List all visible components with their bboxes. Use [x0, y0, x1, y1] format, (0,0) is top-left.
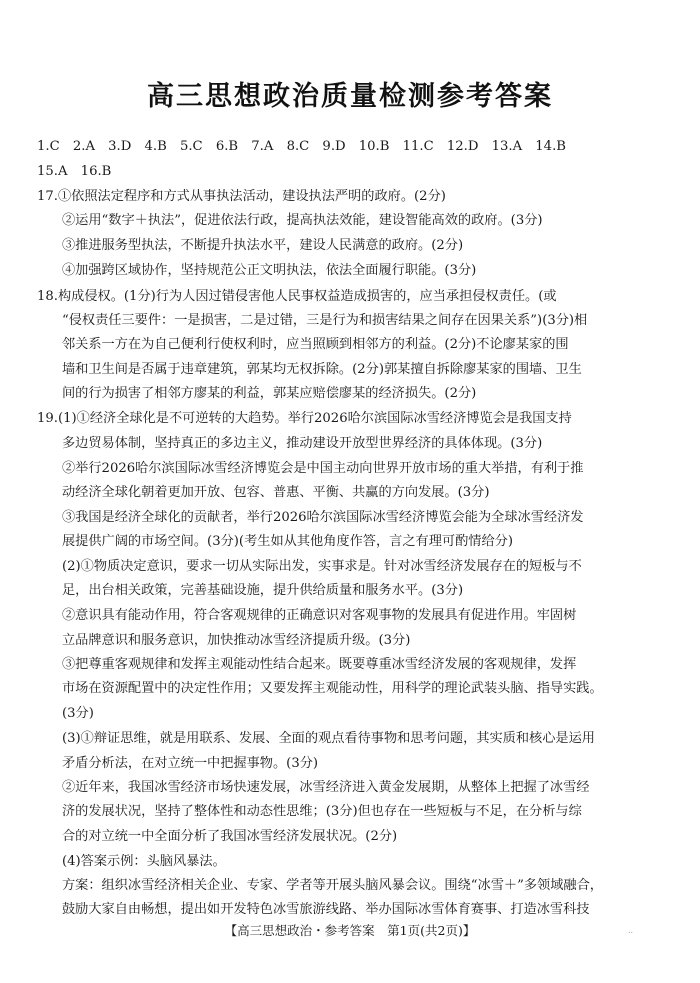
answer-line: (2)①物质决定意识，要求一切从实际出发，实事求是。针对冰雪经济发展存在的短板与不 [62, 559, 582, 574]
answer-line: 18.构成侵权。(1分)行为人因过错侵害他人民事权益造成损害的，应当承担侵权责任。(或 [37, 289, 557, 304]
answer-line: 立品牌意识和服务意识，加快推动冰雪经济提质升级。(3分) [62, 633, 411, 648]
answer-line: ③我国是经济全球化的贡献者，举行2026哈尔滨国际冰雪经济博览会能为全球冰雪经济发 [62, 510, 584, 525]
answer-line: 邻关系一方在为自己便利行使权利时，应当照顾到相邻方的利益。(2分)不论廖某家的围 [62, 337, 569, 352]
page-footer: 【高三思想政治・参考答案 第1页(共2页)】 [224, 923, 476, 938]
answer-line: ②运用“数字＋执法”，促进依法行政，提高执法效能，建设智能高效的政府。(3分) [62, 213, 543, 228]
corner-mark: .. [628, 926, 634, 935]
answer-line: 济的发展状况，坚持了整体性和动态性思维；(3分)但也存在一些短板与不足，在分析与综 [62, 804, 582, 819]
answer-line: 市场在资源配置中的决定性作用；又要发挥主观能动性，用科学的理论武装头脑、指导实践。 [62, 681, 603, 696]
answer-line: 鼓励大家自由畅想，提出如开发特色冰雪旅游线路、举办国际冰雪体育赛事、打造冰雪科技 [62, 902, 590, 917]
answer-line: 矛盾分析法，在对立统一中把握事物。(3分) [62, 756, 319, 771]
answer-line: (4)答案示例：头脑风暴法。 [62, 854, 226, 869]
answer-line: 墙和卫生间是否属于违章建筑，郭某均无权拆除。(2分)郭某擅自拆除廖某家的围墙、卫生 [62, 362, 582, 377]
answer-line: ②近年来，我国冰雪经济市场快速发展，冰雪经济进入黄金发展期，从整体上把握了冰雪经 [62, 780, 590, 795]
answer-line: 合的对立统一中全面分析了我国冰雪经济发展状况。(2分) [62, 829, 398, 844]
answer-line: 1.C 2.A 3.D 4.B 5.C 6.B 7.A 8.C 9.D 10.B 11.C 12.D 13.A 14.B [37, 139, 566, 154]
answer-line: 多边贸易体制，坚持真正的多边主义，推动建设开放型世界经济的具体体现。(3分) [62, 436, 543, 451]
answer-line: 动经济全球化朝着更加开放、包容、普惠、平衡、共赢的方向发展。(3分) [62, 485, 490, 500]
answer-line: (3)①辩证思维，就是用联系、发展、全面的观点看待事物和思考问题，其实质和核心是运用 [62, 731, 595, 746]
answer-line: ③把尊重客观规律和发挥主观能动性结合起来。既要尊重冰雪经济发展的客观规律，发挥 [62, 657, 577, 672]
document-title: 高三思想政治质量检测参考答案 [147, 81, 553, 112]
answer-line: 足，出台相关政策，完善基础设施，提升供给质量和服务水平。(3分) [62, 583, 464, 598]
answer-line: ④加强跨区域协作，坚持规范公正文明执法，依法全面履行职能。(3分) [62, 263, 477, 278]
answer-line: 展提供广阔的市场空间。(3分)(考生如从其他角度作答，言之有理可酌情给分) [62, 534, 513, 549]
answer-line: 方案：组织冰雪经济相关企业、专家、学者等开展头脑风暴会议。围绕“冰雪＋”多领域融合， [62, 878, 603, 893]
answer-line: “侵权责任三要件：一是损害，二是过错，三是行为和损害结果之间存在因果关系”)(3分)相 [62, 313, 588, 328]
answer-line: 17.①依照法定程序和方式从事执法活动，建设执法严明的政府。(2分) [37, 189, 446, 204]
answer-line: 15.A 16.B [37, 164, 112, 179]
answer-line: ③推进服务型执法，不断提升执法水平，建设人民满意的政府。(2分) [62, 238, 464, 253]
answer-line: 间的行为损害了相邻方廖某的利益，郭某应赔偿廖某的经济损失。(2分) [62, 386, 477, 401]
answer-line: (3分) [62, 706, 94, 721]
answer-line: ②意识具有能动作用，符合客观规律的正确意识对客观事物的发展具有促进作用。牢固树 [62, 608, 577, 623]
answer-line: 19.(1)①经济全球化是不可逆转的大趋势。举行2026哈尔滨国际冰雪经济博览会是我国支持 [37, 411, 572, 426]
answer-line: ②举行2026哈尔滨国际冰雪经济博览会是中国主动向世界开放市场的重大举措，有利于推 [62, 461, 584, 476]
